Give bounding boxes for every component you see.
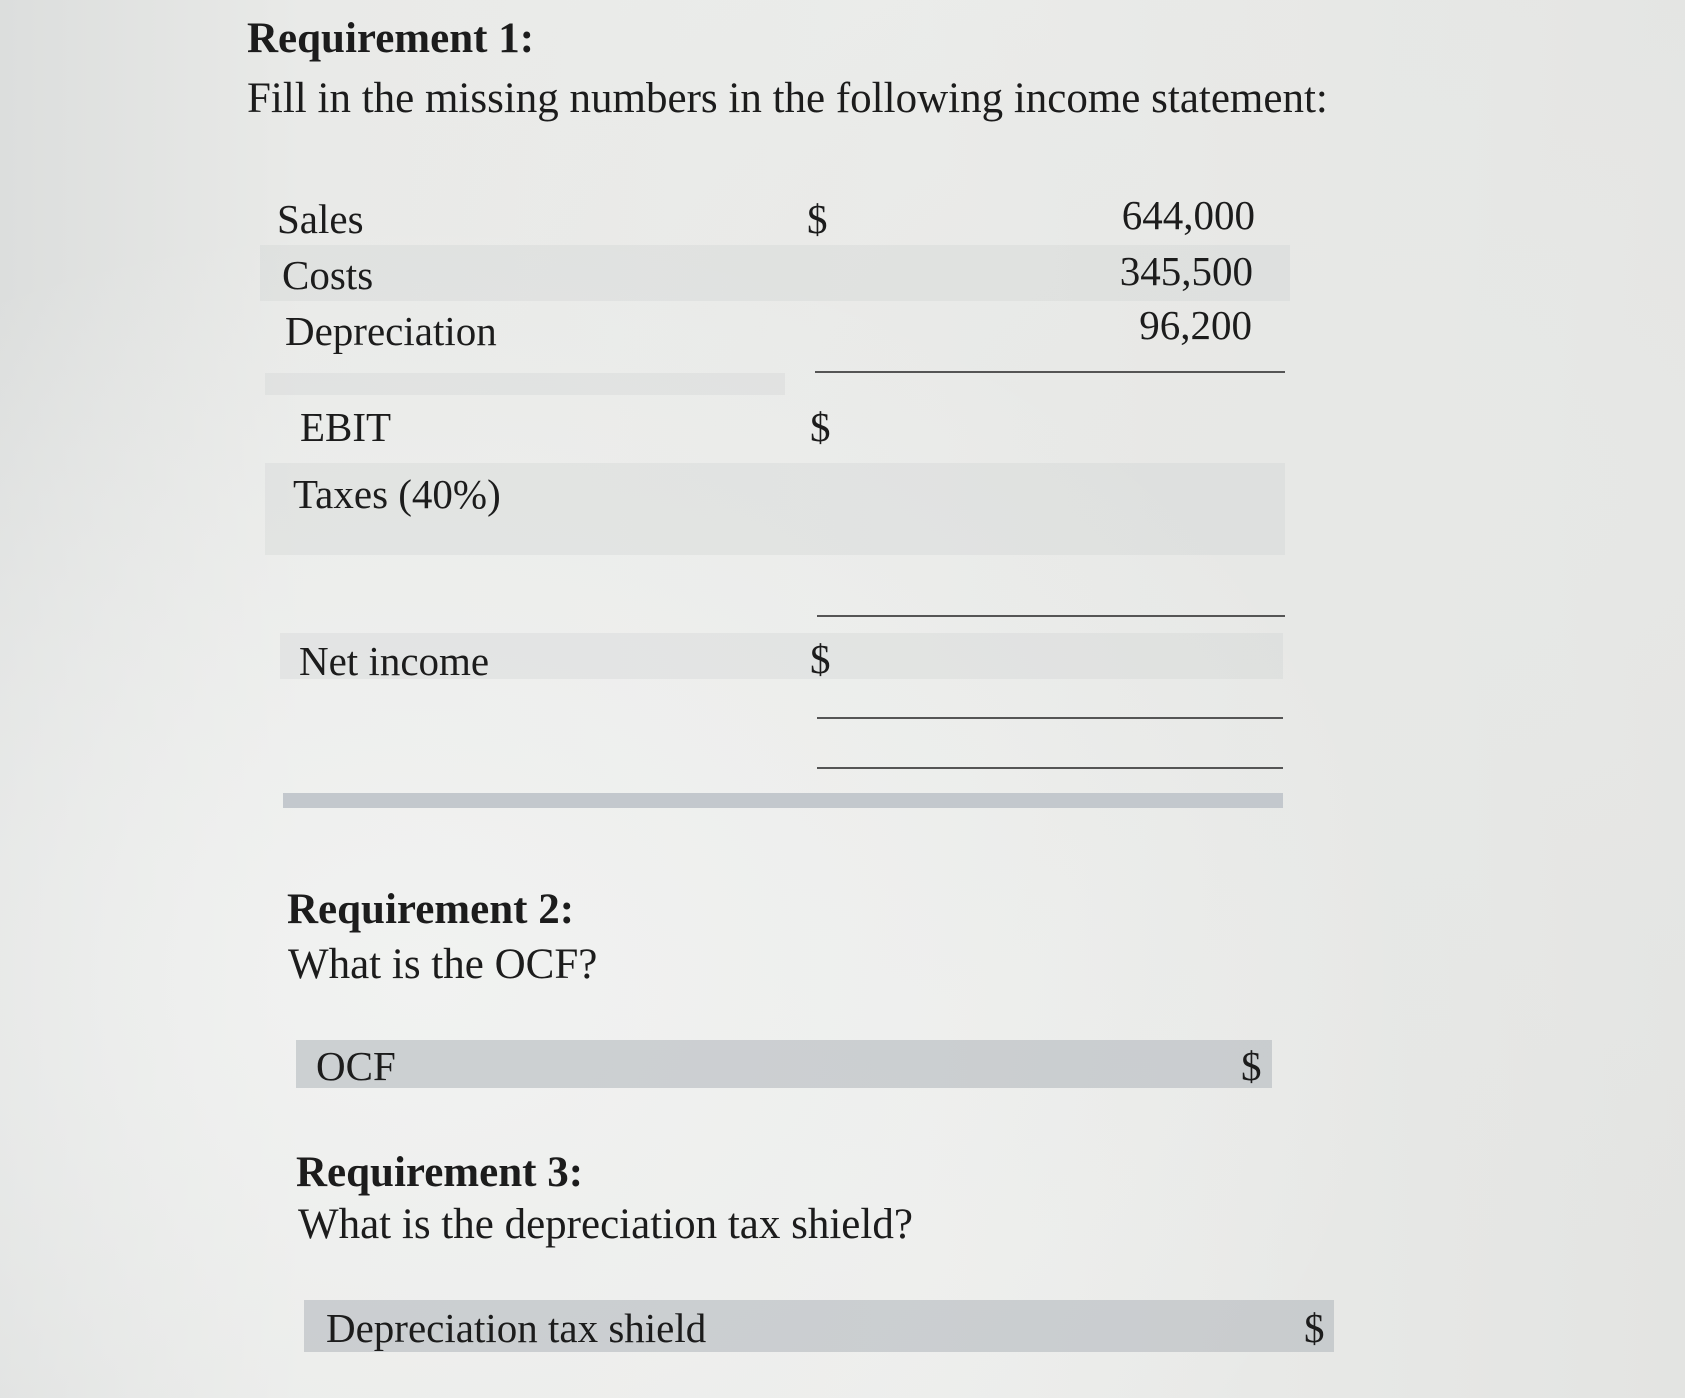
costs-value: 345,500 [1119, 248, 1253, 294]
row-label-costs: Costs [282, 252, 374, 298]
row-label-ebit: EBIT [300, 404, 392, 450]
net-income-top-rule [817, 615, 1285, 617]
depreciation-tax-shield-currency-symbol: $ [1304, 1305, 1325, 1351]
income-statement-table [255, 175, 1305, 825]
sales-value: 644,000 [1121, 192, 1255, 238]
table-bottom-bar [283, 793, 1283, 808]
ocf-label: OCF [316, 1043, 396, 1089]
double-rule-lower [817, 767, 1283, 769]
requirement-2-prompt: What is the OCF? [288, 941, 598, 988]
depreciation-tax-shield-answer-row[interactable] [304, 1300, 1334, 1352]
ebit-currency-symbol: $ [810, 404, 831, 450]
sales-currency-symbol: $ [807, 196, 828, 242]
row-label-sales: Sales [277, 196, 364, 242]
depreciation-value: 96,200 [1139, 302, 1252, 348]
row-label-taxes: Taxes (40%) [293, 471, 501, 517]
row-label-net-income: Net income [299, 638, 490, 684]
requirement-1-prompt: Fill in the missing numbers in the following income statement: [247, 75, 1328, 122]
requirement-3-prompt: What is the depreciation tax shield? [298, 1201, 913, 1248]
requirement-1-title: Requirement 1: [247, 15, 535, 62]
double-rule-upper [817, 717, 1283, 719]
row-label-depreciation: Depreciation [285, 308, 497, 354]
subtotal-rule [815, 371, 1285, 373]
net-income-currency-symbol: $ [810, 636, 831, 682]
ebit-row-band [265, 373, 785, 395]
requirement-3-title: Requirement 3: [296, 1149, 584, 1196]
requirement-2-title: Requirement 2: [287, 886, 575, 933]
ocf-answer-row[interactable] [296, 1040, 1272, 1088]
ocf-currency-symbol: $ [1241, 1043, 1262, 1089]
depreciation-tax-shield-label: Depreciation tax shield [326, 1305, 707, 1351]
